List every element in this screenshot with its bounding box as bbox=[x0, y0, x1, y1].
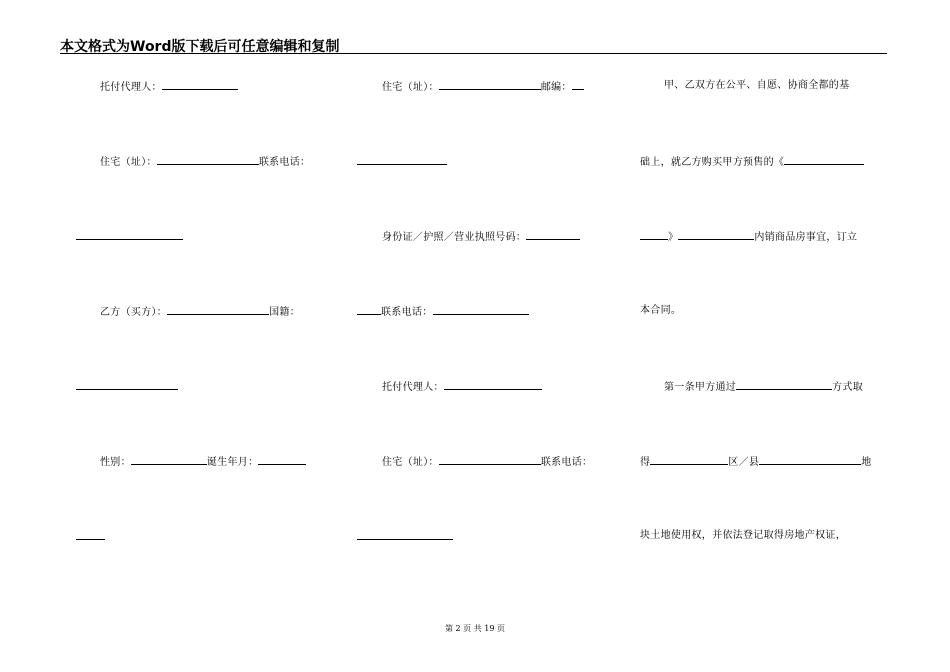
text: 内销商品房事宜，订立 bbox=[754, 232, 858, 243]
text: 区／县 bbox=[728, 457, 760, 468]
birth-label: 诞生年月： bbox=[206, 457, 259, 468]
col2-address2-line bbox=[382, 455, 592, 469]
text: 础上，就乙方购买甲方预售的《 bbox=[640, 157, 785, 168]
col1-party-b-line bbox=[100, 305, 300, 319]
phone-label: 联系电话： bbox=[381, 307, 433, 318]
col2-id-line bbox=[382, 230, 580, 244]
col1-phone-continuation bbox=[76, 230, 183, 244]
agent-label: 托付代理人： bbox=[100, 82, 162, 93]
nationality-blank bbox=[76, 380, 178, 390]
col1-gender-line bbox=[100, 455, 306, 469]
birth-blank-continued bbox=[76, 530, 105, 540]
col3-line-7: 块土地使用权，并依法登记取得房地产权证， bbox=[640, 530, 846, 541]
id-label: 身份证／护照／营业执照号码： bbox=[382, 232, 527, 243]
method-blank bbox=[736, 380, 832, 390]
col2-agent-line bbox=[382, 380, 542, 394]
id-blank bbox=[526, 230, 580, 240]
text: 得 bbox=[640, 457, 651, 468]
address-blank bbox=[439, 455, 541, 465]
phone-blank bbox=[433, 305, 529, 315]
phone-label: 联系电话： bbox=[258, 157, 311, 168]
gender-blank bbox=[131, 455, 207, 465]
agent-blank bbox=[162, 80, 238, 90]
text: 地 bbox=[861, 457, 872, 468]
agent-label: 托付代理人： bbox=[382, 382, 444, 393]
plot-blank bbox=[759, 455, 861, 465]
phone-label: 联系电话： bbox=[540, 457, 593, 468]
header-divider bbox=[60, 53, 887, 54]
col2-phone-line bbox=[357, 305, 529, 319]
address-blank bbox=[439, 80, 541, 90]
address-label: 住宅（址）： bbox=[100, 157, 157, 168]
address-label: 住宅（址）： bbox=[382, 457, 439, 468]
project-name-blank bbox=[784, 155, 864, 165]
id-blank-continued bbox=[357, 305, 381, 315]
project-name-blank-continued bbox=[640, 230, 668, 240]
col3-line-6 bbox=[640, 455, 872, 469]
text: 》 bbox=[668, 232, 679, 243]
address-blank bbox=[157, 155, 259, 165]
col3-line-4: 本合同。 bbox=[640, 305, 682, 316]
district-blank bbox=[650, 455, 728, 465]
nationality-label: 国籍： bbox=[269, 307, 301, 318]
col2-postcode-continuation bbox=[357, 155, 447, 169]
col1-birth-continuation bbox=[76, 530, 105, 544]
col3-line-1: 甲、乙双方在公平、自愿、协商全都的基 bbox=[664, 80, 850, 91]
col3-line-5 bbox=[664, 380, 863, 394]
phone-blank bbox=[76, 230, 183, 240]
address-label: 住宅（址）： bbox=[382, 82, 439, 93]
col2-address-line bbox=[382, 80, 584, 94]
col1-address-line bbox=[100, 155, 310, 169]
phone-blank bbox=[357, 530, 453, 540]
postcode-blank bbox=[572, 80, 584, 90]
postcode-label: 邮编： bbox=[540, 82, 572, 93]
postcode-blank-continued bbox=[357, 155, 447, 165]
col1-agent-line bbox=[100, 80, 238, 94]
col1-nationality-continuation bbox=[76, 380, 178, 394]
house-name-blank bbox=[678, 230, 754, 240]
party-b-label: 乙方（买方）： bbox=[100, 307, 168, 318]
text: 第一条甲方通过 bbox=[664, 382, 737, 393]
page-number-footer: 第 2 页 共 19 页 bbox=[445, 624, 505, 633]
party-b-blank bbox=[167, 305, 269, 315]
col3-line-3 bbox=[640, 230, 857, 244]
text: 方式取 bbox=[832, 382, 864, 393]
gender-label: 性别： bbox=[100, 457, 131, 468]
document-header-title: 本文格式为Word版下载后可任意编辑和复制 bbox=[60, 39, 340, 55]
agent-blank bbox=[444, 380, 542, 390]
birth-blank bbox=[258, 455, 306, 465]
col2-phone2-continuation bbox=[357, 530, 453, 544]
col3-line-2 bbox=[640, 155, 864, 169]
